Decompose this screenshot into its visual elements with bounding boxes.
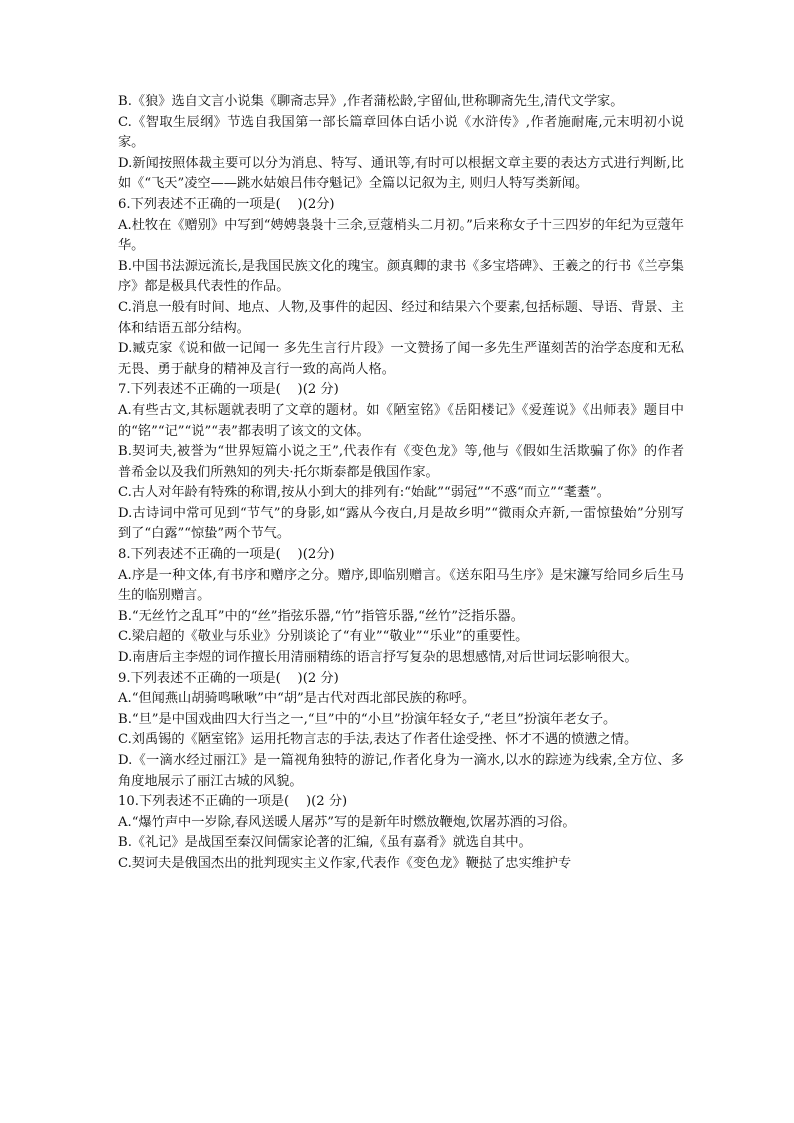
q7-option-c: C.古人对年龄有特殊的称谓,按从小到大的排列有:“始龀”“弱冠”“不惑“而立”“耄耋”。 — [118, 485, 610, 501]
q9-option-b: B.“旦”是中国戏曲四大行当之一,“旦”中的“小旦”扮演年轻女子,“老旦”扮演年老女子。 — [118, 711, 617, 727]
option-c-shengchengang: C.《智取生辰纲》节选自我国第一部长篇章回体白话小说《水浒传》,作者施耐庵,元末明初小说家。 — [118, 114, 684, 151]
question-10: 10.下列表述不正确的一项是( )(2 分) — [118, 794, 348, 810]
q8-option-b: B.“无丝竹之乱耳”中的“丝”指弦乐器,“竹”指管乐器,“丝竹”泛指乐器。 — [118, 608, 524, 624]
q7-option-b: B.契诃夫,被誉为“世界短篇小说之王”,代表作有《变色龙》等,他与《假如生活欺骗了你》的作者普希金以及我们所熟知的列夫·托尔斯泰都是俄国作家。 — [118, 444, 684, 480]
question-7: 7.下列表述不正确的一项是( )(2 分) — [118, 382, 339, 398]
document-page — [118, 92, 684, 875]
option-b-wolf: B.《狼》选自文言小说集《聊斋志异》,作者蒲松龄,字留仙,世称聊斋先生,清代文学家。 — [118, 94, 624, 109]
q6-option-d: D.臧克家《说和做一记闻一 多先生言行片段》一文赞扬了闻一多先生严谨刻苦的治学态度和无私无畏、勇于献身的精神及言行一致的高尚人格。 — [118, 341, 684, 377]
question-6: 6.下列表述不正确的一项是( )(2分) — [118, 196, 335, 212]
q9-option-d: D.《一滴水经过丽江》是一篇视角独特的游记,作者化身为一滴水,以水的踪迹为线索,全方位、多角度地展示了丽江古城的风貌。 — [118, 753, 684, 789]
q6-option-b: B.中国书法源远流长,是我国民族文化的瑰宝。颜真卿的隶书《多宝塔碑》、王羲之的行书《兰亭集序》都是极具代表性的作品。 — [118, 258, 684, 295]
q8-option-d: D.南唐后主李煜的词作擅长用清丽精练的语言抒写复杂的思想感情,对后世词坛影响很大。 — [118, 650, 638, 666]
q6-option-c: C.消息一般有时间、地点、人物,及事件的起因、经过和结果六个要素,包括标题、导语、背景、主体和结语五部分结构。 — [118, 299, 684, 336]
q10-option-c: C.契诃夫是俄国杰出的批判现实主义作家,代表作《变色龙》鞭挞了忠实维护专 — [118, 855, 572, 871]
option-d-news: D.新闻按照体裁主要可以分为消息、特写、通讯等,有时可以根据文章主要的表达方式进行判断,比如《“飞天”凌空——跳水姑娘吕伟夺魁记》全篇以记叙为主, 则归人特写类新闻。 — [118, 155, 684, 192]
q10-option-a: A.“爆竹声中一岁除,春风送暖人屠苏”写的是新年时燃放鞭炮,饮屠苏酒的习俗。 — [118, 814, 576, 830]
q7-option-d: D.古诗词中常可见到“节气”的身影,如“露从今夜白,月是故乡明”“微雨众卉新,一雷惊蛰始”分别写到了“白露”“惊蛰”两个节气。 — [118, 505, 684, 542]
q7-option-a: A.有些古文,其标题就表明了文章的题材。如《陋室铭》《岳阳楼记》《爱莲说》《出师表》题目中的“铭”“记”“说”“表”都表明了该文的文体。 — [118, 402, 684, 439]
q8-option-c: C.梁启超的《敬业与乐业》分别谈论了“有业”“敬业”“乐业”的重要性。 — [118, 629, 529, 645]
q6-option-a: A.杜牧在《赠别》中写到“娉娉袅袅十三余,豆蔻梢头二月初。”后来称女子十三四岁的年纪为豆蔻年华。 — [118, 217, 684, 254]
question-9: 9.下列表述不正确的一项是( )(2 分) — [118, 670, 339, 686]
q10-option-b: B.《礼记》是战国至秦汉间儒家论著的汇编,《虽有嘉肴》就选自其中。 — [118, 835, 532, 851]
question-8: 8.下列表述不正确的一项是( )(2分) — [118, 547, 335, 563]
q8-option-a: A.序是一种文体,有书序和赠序之分。赠序,即临别赠言。《送东阳马生序》是宋濂写给同乡后生马生的临别赠言。 — [118, 567, 684, 604]
q9-option-c: C.刘禹锡的《陋室铭》运用托物言志的手法,表达了作者仕途受挫、怀才不遇的愤懑之情。 — [118, 732, 638, 748]
q9-option-a: A.“但闻燕山胡骑鸣啾啾”中“胡”是古代对西北部民族的称呼。 — [118, 691, 476, 707]
